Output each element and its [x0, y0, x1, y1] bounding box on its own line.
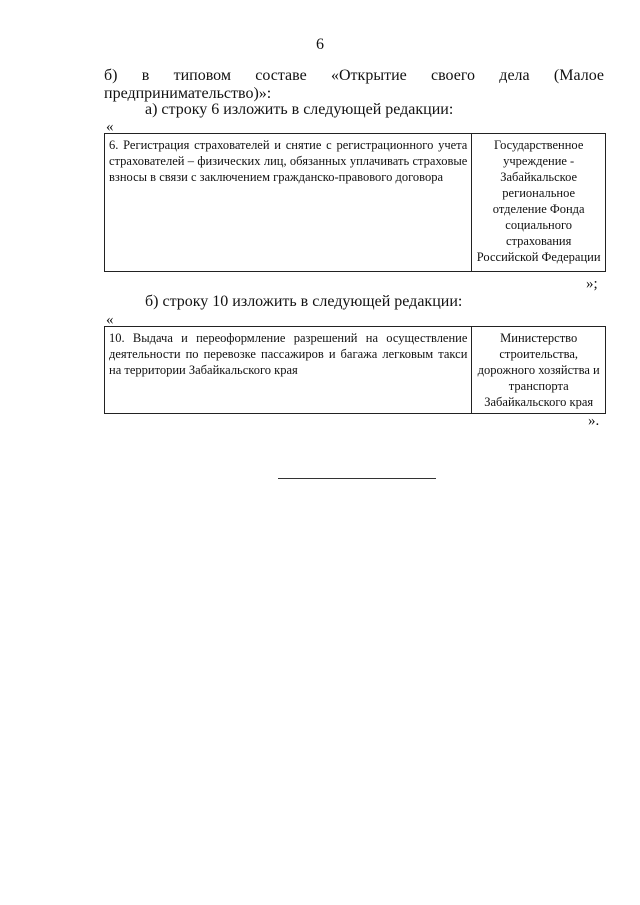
section-a-open-quote: « — [106, 119, 114, 135]
intro-line-1 — [104, 66, 604, 85]
row-6-authority: Государственное учреждение - Забайкальское региональное отделение Фонда социального страхования Российской Федерации — [472, 134, 606, 272]
section-a-close-quote: »; — [586, 276, 598, 292]
section-b-close-quote: ». — [588, 413, 600, 429]
row-10-authority: Министерство строительства, дорожного хозяйства и транспорта Забайкальского края — [472, 327, 606, 414]
section-a-heading: а) строку 6 изложить в следующей редакции: — [145, 101, 454, 118]
table-row — [105, 134, 606, 272]
end-divider — [278, 478, 436, 479]
row-6-description: 6. Регистрация страхователей и снятие с регистрационного учета страхователей – физических лиц, обязанных уплачивать страховые взносы в связи с заключением гражданско-правового договора — [105, 134, 472, 272]
section-b-heading: б) строку 10 изложить в следующей редакции: — [145, 293, 463, 310]
section-b-open-quote: « — [106, 312, 114, 328]
section-a-table — [104, 133, 606, 272]
intro-line-1-text: б) в типовом составе «Открытие своего дела (Малое — [104, 67, 604, 84]
page-number: 6 — [316, 36, 324, 53]
row-10-description: 10. Выдача и переоформление разрешений на осуществление деятельности по перевозке пассажиров и багажа легковым такси на территории Забайкальского края — [105, 327, 472, 414]
table-row — [105, 327, 606, 414]
section-b-table — [104, 326, 606, 414]
intro-line-2: предпринимательство)»: — [104, 85, 272, 102]
